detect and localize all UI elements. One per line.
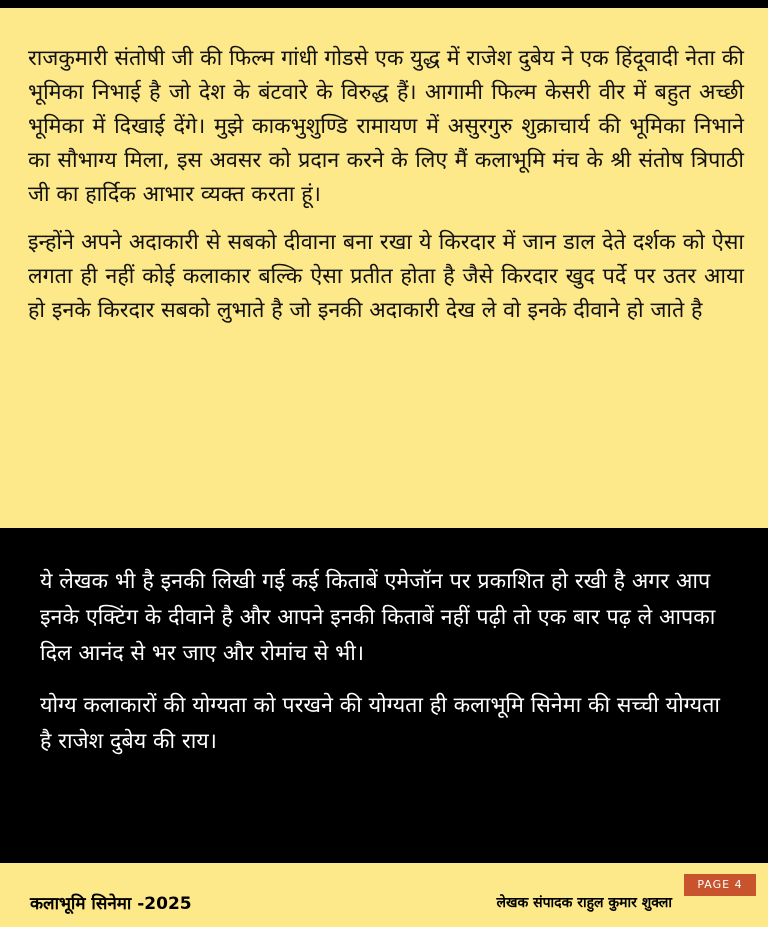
top-border [0,0,768,8]
black-text-panel [0,528,768,863]
page-number-badge: PAGE 4 [684,874,756,896]
yellow-paragraph-2: इन्होंने अपने अदाकारी से सबको दीवाना बना रखा ये किरदार में जान डाल देते दर्शक को ऐसा लगता ही नहीं कोई कलाकार बल्कि ऐसा प्रतीत होता है जैसे किरदार खुद पर्दे पर उतर आया हो इनके किरदार सबको लुभाते है जो इनकी अदाकारी देख ले वो इनके दीवाने हो जाते है [28,230,744,323]
yellow-text-panel [0,8,768,528]
black-paragraph-1: ये लेखक भी है इनकी लिखी गई कई किताबें एमेजॉन पर प्रकाशित हो रखी है अगर आप इनके एक्टिंग के दीवाने है और आपने इनकी किताबें नहीं पढ़ी तो एक बार पढ़ ले आपका दिल आनंद से भर जाए और रोमांच से भी। [40,569,716,666]
yellow-paragraph-1: राजकुमारी संतोषी जी की फिल्म गांधी गोडसे एक युद्ध में राजेश दुबेय ने एक हिंदूवादी नेता की भूमिका निभाई है जो देश के बंटवारे के विरुद्ध हैं। आगामी फिल्म केसरी वीर में बहुत अच्छी भूमिका में दिखाई देंगे। मुझे काकभुशुण्डि रामायण में असुरगुरु शुक्राचार्य की भूमिका निभाने का सौभाग्य मिला, इस अवसर को प्रदान करने के लिए मैं कलाभूमि मंच के श्री संतोष त्रिपाठी जी का हार्दिक आभार व्यक्त करता हूं। [28,46,744,207]
page-footer [0,863,768,927]
black-paragraph-2: योग्य कलाकारों की योग्यता को परखने की योग्यता ही कलाभूमि सिनेमा की सच्ची योग्यता है राजेश दुबेय की राय। [40,693,720,754]
author-credit: लेखक संपादक राहुल कुमार शुक्ला [496,895,672,911]
publication-title: कलाभूमि सिनेमा -2025 [30,894,192,914]
